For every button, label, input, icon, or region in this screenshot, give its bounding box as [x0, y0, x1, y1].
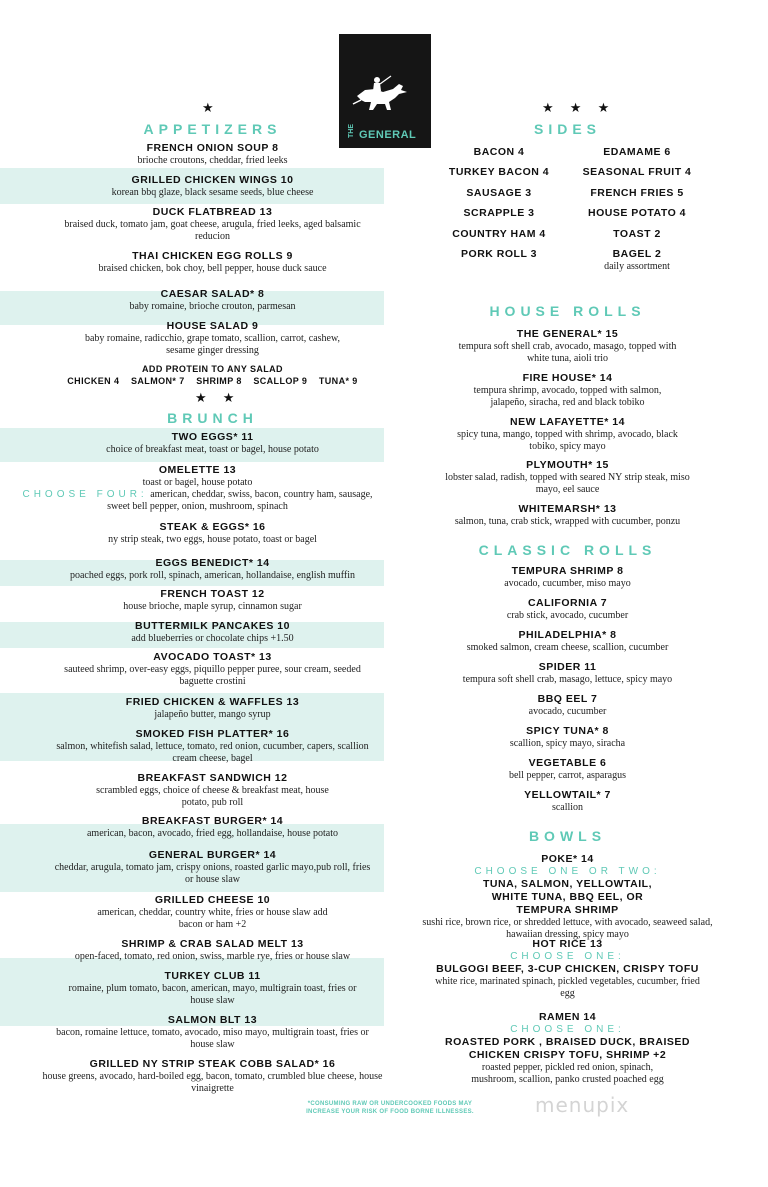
- side-item: PORK ROLL 3: [461, 248, 537, 260]
- item-name: RAMEN 14: [538, 1011, 597, 1023]
- item-name: CAESAR SALAD* 8: [160, 288, 265, 300]
- item-desc: avocado, cucumber: [528, 706, 607, 717]
- item-name: BUTTERMILK PANCAKES 10: [135, 620, 290, 632]
- menu-item: [40, 815, 385, 840]
- item-desc: open-faced, tomato, red onion, swiss, marble rye, fries or house slaw: [74, 951, 351, 962]
- item-name: THAI CHICKEN EGG ROLLS 9: [132, 250, 293, 262]
- item-desc: avocado, cucumber, miso mayo: [504, 578, 631, 589]
- item-name: TURKEY CLUB 11: [164, 970, 261, 982]
- item-name: OMELETTE 13: [158, 464, 237, 476]
- item-name: FRENCH TOAST 12: [160, 588, 265, 600]
- item-desc: braised duck, tomato jam, goat cheese, arugula, fried leeks, aged balsamic reducion: [64, 219, 361, 242]
- item-options: ROASTED PORK , BRAISED DUCK, BRAISED CHICKEN CRISPY TOFU, SHRIMP +2: [445, 1036, 690, 1061]
- item-desc: white rice, marinated spinach, pickled vegetables, cucumber, fried egg: [435, 976, 700, 999]
- menu-item: [415, 629, 720, 654]
- raw-food-footnote: *CONSUMING RAW OR UNDERCOOKED FOODS MAY INCREASE YOUR RISK OF FOOD BORNE ILLNESSES.: [306, 1101, 474, 1115]
- item-desc: add blueberries or chocolate chips +1.50: [131, 633, 294, 644]
- item-name: PHILADELPHIA* 8: [518, 629, 617, 641]
- item-name: TEMPURA SHRIMP 8: [511, 565, 624, 577]
- item-desc: romaine, plum tomato, bacon, american, mayo, multigrain toast, fries or house slaw: [68, 983, 357, 1006]
- menu-item: [40, 142, 385, 167]
- item-name: POKE* 14: [541, 853, 594, 865]
- menu-item: [430, 938, 705, 1000]
- menu-item: [455, 416, 680, 453]
- item-desc: salmon, tuna, crab stick, wrapped with cucumber, ponzu: [454, 516, 681, 527]
- menu-item: [420, 853, 715, 941]
- item-name: EGGS BENEDICT* 14: [155, 557, 270, 569]
- menu-item: [40, 431, 385, 456]
- item-desc: braised chicken, bok choy, bell pepper, house duck sauce: [98, 263, 327, 274]
- item-name: WHITEMARSH* 13: [518, 503, 617, 515]
- item-desc: american, cheddar, country white, fries or house slaw add bacon or ham +2: [97, 907, 328, 930]
- menu-item: [70, 320, 355, 357]
- sides-title: SIDES: [533, 121, 601, 137]
- item-name: STEAK & EGGS* 16: [159, 521, 266, 533]
- menu-item: [40, 588, 385, 613]
- menu-item: [50, 206, 375, 243]
- menu-item: [60, 970, 365, 1007]
- menu-item: [415, 757, 720, 782]
- menu-item: [40, 288, 385, 313]
- appetizers-stars: ★: [202, 101, 220, 116]
- side-item: HOUSE POTATO 4: [587, 207, 686, 219]
- item-name: SALMON BLT 13: [167, 1014, 258, 1026]
- side-item: EDAMAME 6: [603, 146, 671, 158]
- item-desc: baby romaine, radicchio, grape tomato, scallion, carrot, cashew, sesame ginger dressing: [84, 333, 341, 356]
- menu-item: [455, 328, 680, 365]
- item-options: american, cheddar, swiss, bacon, country ham, sausage, sweet bell pepper, onion, mushroom, spinach: [107, 489, 373, 512]
- menu-item: [455, 372, 680, 409]
- menu-item: [40, 557, 385, 582]
- brunch-stars: ★ ★: [195, 391, 241, 406]
- item-desc: scallion: [551, 802, 584, 813]
- side-item: TOAST 2: [613, 228, 661, 240]
- item-options: BULGOGI BEEF, 3-CUP CHICKEN, CRISPY TOFU: [436, 963, 699, 975]
- item-desc: cheddar, arugula, tomato jam, crispy onions, roasted garlic mayo,pub roll, fries or house slaw: [54, 862, 371, 885]
- item-desc: salmon, whitefish salad, lettuce, tomato, red onion, cucumber, capers, scallion cream cheese, bagel: [56, 741, 369, 764]
- item-name: TWO EGGS* 11: [171, 431, 254, 443]
- menu-item: [415, 725, 720, 750]
- item-desc: sauteed shrimp, over-easy eggs, piquillo pepper puree, sour cream, seeded baguette crostini: [64, 664, 361, 687]
- menu-item: [40, 696, 385, 721]
- brand-name: GENERAL: [359, 129, 417, 141]
- menu-item: [40, 620, 385, 645]
- item-name: GENERAL BURGER* 14: [148, 849, 277, 861]
- sides-stars: ★ ★ ★: [542, 101, 616, 116]
- menu-item: [420, 1011, 715, 1086]
- classic-rolls-title: CLASSIC ROLLS: [478, 542, 657, 558]
- item-desc: american, bacon, avocado, fried egg, hollandaise, house potato: [86, 828, 338, 839]
- item-desc: tempura soft shell crab, avocado, masago, topped with white tuna, aioli trio: [458, 341, 677, 364]
- menu-item: [40, 250, 385, 275]
- item-desc: crab stick, avocado, cucumber: [506, 610, 629, 621]
- menu-item: [35, 1058, 390, 1095]
- item-options: TUNA, SALMON, YELLOWTAIL, WHITE TUNA, BBQ EEL, OR TEMPURA SHRIMP: [482, 878, 652, 916]
- item-name: GRILLED CHICKEN WINGS 10: [131, 174, 294, 186]
- side-item: BACON 4: [473, 146, 525, 158]
- item-name: SPICY TUNA* 8: [526, 725, 609, 737]
- brand-the: THE: [348, 124, 355, 138]
- item-desc: scallion, spicy mayo, siracha: [509, 738, 626, 749]
- menu-item: [415, 565, 720, 590]
- item-name: FRENCH ONION SOUP 8: [146, 142, 279, 154]
- item-desc: baby romaine, brioche crouton, parmesan: [129, 301, 296, 312]
- menu-item: [415, 661, 720, 686]
- side-item: FRENCH FRIES 5: [590, 187, 684, 199]
- bowls-title: BOWLS: [528, 828, 607, 844]
- watermark: menupix: [535, 1093, 630, 1117]
- menu-item: [40, 174, 385, 199]
- add-protein-options: CHICKEN 4 SALMON* 7 SHRIMP 8 SCALLOP 9 TUNA* 9: [67, 376, 358, 386]
- item-desc: scrambled eggs, choice of cheese & breakfast meat, house potato, pub roll: [96, 785, 329, 808]
- item-name: FRIED CHICKEN & WAFFLES 13: [125, 696, 300, 708]
- item-desc: korean bbq glaze, black sesame seeds, blue cheese: [111, 187, 314, 198]
- item-name: SPIDER 11: [538, 661, 597, 673]
- item-name: SMOKED FISH PLATTER* 16: [135, 728, 290, 740]
- menu-item: [40, 521, 385, 546]
- item-name: VEGETABLE 6: [528, 757, 607, 769]
- menu-item: [440, 459, 695, 496]
- item-name: NEW LAFAYETTE* 14: [510, 416, 625, 428]
- brunch-title: BRUNCH: [167, 410, 258, 426]
- house-rolls-title: HOUSE ROLLS: [489, 303, 646, 319]
- choose-label: CHOOSE ONE:: [510, 1024, 625, 1035]
- side-item: SCRAPPLE 3: [463, 207, 535, 219]
- menu-item: [55, 728, 370, 765]
- item-name: BREAKFAST SANDWICH 12: [137, 772, 288, 784]
- add-protein-title: ADD PROTEIN TO ANY SALAD: [142, 364, 283, 374]
- item-name: BREAKFAST BURGER* 14: [141, 815, 284, 827]
- item-name: DUCK FLATBREAD 13: [152, 206, 273, 218]
- item-name: FIRE HOUSE* 14: [522, 372, 613, 384]
- item-desc: house brioche, maple syrup, cinnamon sugar: [123, 601, 302, 612]
- item-desc: bacon, romaine lettuce, tomato, avocado, miso mayo, multigrain toast, fries or house slaw: [56, 1027, 369, 1050]
- item-desc: bell pepper, carrot, asparagus: [508, 770, 627, 781]
- item-name: GRILLED CHEESE 10: [154, 894, 271, 906]
- menu-item: [60, 651, 365, 688]
- item-name: PLYMOUTH* 15: [526, 459, 609, 471]
- menu-item: [55, 1014, 370, 1051]
- item-desc: ny strip steak, two eggs, house potato, toast or bagel: [108, 534, 317, 545]
- item-name: SHRIMP & CRAB SALAD MELT 13: [121, 938, 304, 950]
- item-desc: jalapeño butter, mango syrup: [154, 709, 271, 720]
- menu-item: [415, 789, 720, 814]
- menu-item: [90, 772, 335, 809]
- item-desc: lobster salad, radish, topped with seared NY strip steak, miso mayo, eel sauce: [445, 472, 690, 495]
- item-desc: brioche croutons, cheddar, fried leeks: [137, 155, 288, 166]
- choose-label: CHOOSE ONE:: [510, 951, 625, 962]
- item-name: THE GENERAL* 15: [516, 328, 619, 340]
- item-desc: house greens, avocado, hard-boiled egg, bacon, tomato, crumbled blue cheese, house vinaigrette: [42, 1071, 383, 1094]
- item-name: GRILLED NY STRIP STEAK COBB SALAD* 16: [89, 1058, 336, 1070]
- appetizers-title: APPETIZERS: [143, 121, 282, 137]
- item-name: YELLOWTAIL* 7: [524, 789, 611, 801]
- menu-item: [415, 503, 720, 528]
- item-desc: tempura soft shell crab, masago, lettuce, spicy mayo: [462, 674, 673, 685]
- side-item: SAUSAGE 3: [466, 187, 532, 199]
- bagel-note: daily assortment: [604, 261, 670, 272]
- menu-item: [415, 693, 720, 718]
- menu-item: [90, 894, 335, 931]
- side-item: SEASONAL FRUIT 4: [582, 166, 692, 178]
- item-desc: smoked salmon, cream cheese, scallion, cucumber: [466, 642, 669, 653]
- menu-item: [50, 849, 375, 886]
- side-item: COUNTRY HAM 4: [452, 228, 546, 240]
- item-desc: choice of breakfast meat, toast or bagel, house potato: [106, 444, 319, 455]
- menu-item: [10, 464, 385, 513]
- menu-item: [415, 597, 720, 622]
- choose-label: CHOOSE ONE OR TWO:: [474, 866, 661, 877]
- side-item: BAGEL 2: [612, 248, 662, 260]
- item-name: BBQ EEL 7: [537, 693, 598, 705]
- choose-label: CHOOSE FOUR:: [22, 489, 148, 500]
- item-desc: spicy tuna, mango, topped with shrimp, avocado, black tobiko, spicy mayo: [457, 429, 678, 452]
- item-name: HOT RICE 13: [532, 938, 603, 950]
- item-desc: toast or bagel, house potato: [142, 477, 253, 488]
- item-desc: sushi rice, brown rice, or shredded lettuce, with avocado, seaweed salad, hawaiian dressing, spicy mayo: [422, 917, 713, 940]
- item-name: AVOCADO TOAST* 13: [153, 651, 272, 663]
- item-name: CALIFORNIA 7: [527, 597, 608, 609]
- item-desc: poached eggs, pork roll, spinach, american, hollandaise, english muffin: [69, 570, 355, 581]
- item-name: HOUSE SALAD 9: [166, 320, 259, 332]
- side-item: TURKEY BACON 4: [448, 166, 550, 178]
- item-desc: tempura shrimp, avocado, topped with salmon, jalapeño, siracha, red and black tobiko: [473, 385, 662, 408]
- item-desc: roasted pepper, pickled red onion, spinach, mushroom, scallion, panko crusted poached egg: [471, 1062, 664, 1085]
- menu-item: [30, 938, 395, 963]
